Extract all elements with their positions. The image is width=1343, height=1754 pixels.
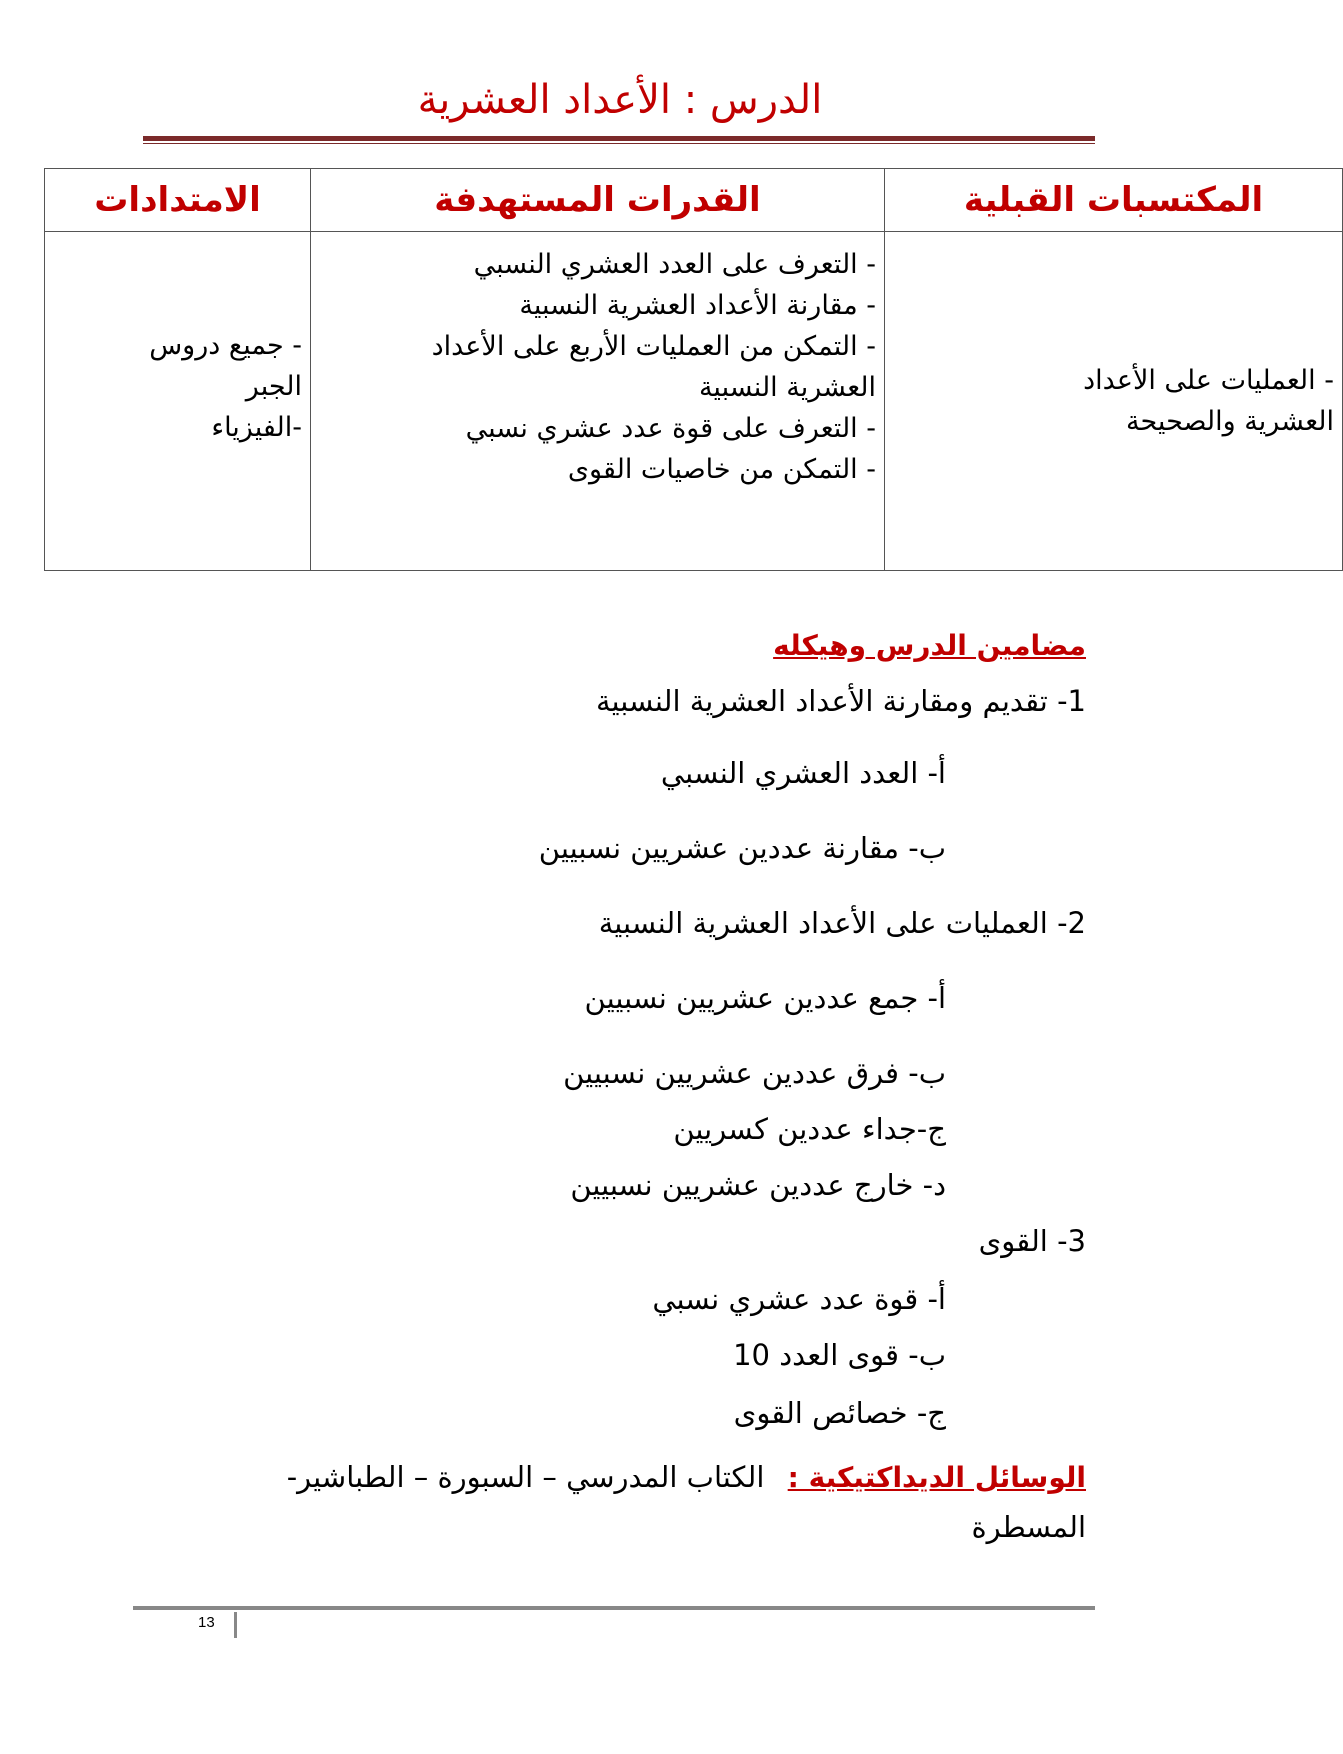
contents-subitem: د- خارج عددين عشريين نسبيين: [570, 1168, 946, 1202]
contents-subitem: ج- خصائص القوى: [733, 1396, 946, 1430]
target-line: - مقارنة الأعداد العشرية النسبية: [519, 290, 876, 321]
title-divider: [143, 136, 1095, 141]
extension-line: - جميع دروس: [149, 329, 302, 361]
target-line: - التمكن من العمليات الأربع على الأعداد: [431, 331, 876, 362]
page-title: الدرس : الأعداد العشرية: [417, 77, 823, 123]
contents-subitem: ج-جداء عددين كسريين: [673, 1112, 946, 1146]
teaching-tools: [287, 1460, 1086, 1494]
prior-line: - العمليات على الأعداد: [1083, 365, 1334, 396]
target-line: - التمكن من خاصيات القوى: [567, 454, 876, 485]
lesson-plan-table: [44, 168, 1343, 571]
header-target-abilities: القدرات المستهدفة: [311, 169, 885, 232]
tools-text: الكتاب المدرسي – السبورة – الطباشير-: [286, 1460, 765, 1494]
page-number: 13: [198, 1614, 215, 1631]
target-line: - التعرف على قوة عدد عشري نسبي: [465, 413, 876, 444]
contents-subitem: ب- قوى العدد 10: [733, 1338, 946, 1372]
contents-heading: مضامين الدرس وهيكله: [773, 629, 1086, 662]
contents-subitem: أ- العدد العشري النسبي: [660, 756, 946, 790]
prior-knowledge-cell: [885, 232, 1343, 571]
footer-divider: [133, 1606, 1095, 1610]
table-header-row: [45, 169, 1343, 232]
target-line: العشرية النسبية: [698, 372, 876, 403]
table-body-row: [45, 232, 1343, 571]
tools-heading: الوسائل الديداكتيكية :: [787, 1461, 1086, 1494]
contents-item: 3- القوى: [978, 1224, 1086, 1258]
contents-subitem: ب- فرق عددين عشريين نسبيين: [563, 1056, 946, 1090]
extension-line: الجبر: [245, 370, 302, 402]
target-abilities-cell: [311, 232, 885, 571]
contents-item: 1- تقديم ومقارنة الأعداد العشرية النسبية: [595, 684, 1086, 718]
footer-separator: [234, 1612, 237, 1638]
contents-subitem: ب- مقارنة عددين عشريين نسبيين: [538, 831, 946, 865]
contents-subitem: أ- قوة عدد عشري نسبي: [652, 1282, 946, 1316]
contents-item: 2- العمليات على الأعداد العشرية النسبية: [598, 906, 1086, 940]
prior-line: العشرية والصحيحة: [1126, 406, 1334, 437]
target-line: - التعرف على العدد العشري النسبي: [473, 249, 876, 280]
title-divider-thin: [143, 143, 1095, 144]
extension-line: -الفيزياء: [211, 411, 302, 443]
tools-continuation: المسطرة: [971, 1510, 1086, 1544]
contents-subitem: أ- جمع عددين عشريين نسبيين: [584, 981, 946, 1015]
header-extensions: الامتدادات: [45, 169, 311, 232]
header-prior-knowledge: المكتسبات القبلية: [885, 169, 1343, 232]
extensions-cell: [45, 232, 311, 571]
